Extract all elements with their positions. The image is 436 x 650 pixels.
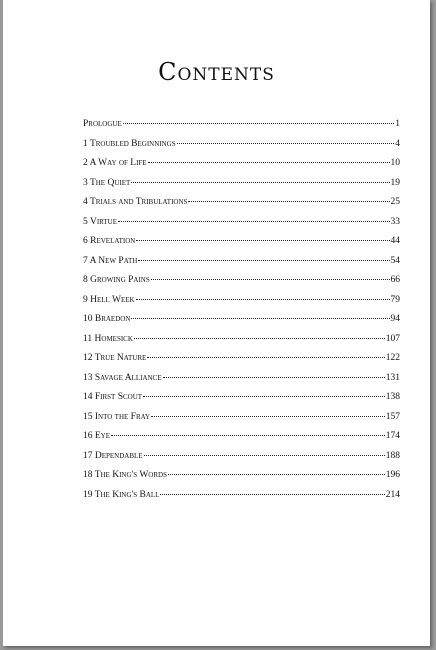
toc-entry-label: 1 Troubled Beginnings bbox=[83, 138, 176, 149]
table-of-contents bbox=[83, 119, 400, 509]
dot-leader bbox=[136, 240, 389, 241]
toc-entry-page: 107 bbox=[385, 333, 400, 344]
toc-entry bbox=[83, 236, 400, 256]
toc-entry-page: 66 bbox=[390, 275, 400, 285]
toc-entry-page: 94 bbox=[390, 314, 400, 324]
page-title: Contents bbox=[158, 58, 275, 86]
toc-entry bbox=[83, 451, 400, 471]
toc-entry bbox=[83, 490, 400, 510]
dot-leader bbox=[138, 260, 389, 261]
document-page bbox=[3, 0, 430, 646]
dot-leader bbox=[118, 221, 389, 222]
dot-leader bbox=[111, 435, 385, 436]
toc-entry-page: 122 bbox=[385, 353, 400, 363]
dot-leader bbox=[168, 474, 385, 475]
dot-leader bbox=[143, 396, 385, 397]
toc-entry-label: 15 Into the Fray bbox=[83, 411, 151, 422]
dot-leader bbox=[144, 455, 385, 456]
toc-entry-label: 18 The King's Words bbox=[83, 470, 167, 480]
toc-entry-page: 157 bbox=[385, 411, 400, 422]
toc-entry-label: 10 Braedon bbox=[83, 314, 131, 324]
toc-entry-label: Prologue bbox=[83, 119, 122, 129]
dot-leader bbox=[131, 318, 389, 319]
toc-entry-label: 13 Savage Alliance bbox=[83, 372, 162, 383]
toc-entry bbox=[83, 431, 400, 451]
dot-leader bbox=[136, 299, 390, 300]
toc-entry-label: 12 True Nature bbox=[83, 353, 147, 363]
toc-entry-page: 4 bbox=[395, 138, 400, 149]
toc-entry bbox=[83, 158, 400, 178]
toc-entry-label: 5 Virtue bbox=[83, 216, 118, 227]
toc-entry bbox=[83, 373, 400, 393]
toc-entry-label: 19 The King's Ball bbox=[83, 489, 160, 500]
dot-leader bbox=[177, 143, 395, 144]
toc-entry-page: 79 bbox=[390, 294, 400, 305]
toc-entry-label: 7 A New Path bbox=[83, 255, 138, 266]
toc-entry bbox=[83, 314, 400, 334]
toc-entry-page: 54 bbox=[390, 255, 400, 266]
toc-entry-page: 1 bbox=[395, 119, 400, 129]
dot-leader bbox=[188, 201, 389, 202]
dot-leader bbox=[151, 416, 385, 417]
toc-entry bbox=[83, 392, 400, 412]
dot-leader bbox=[147, 357, 384, 358]
toc-entry bbox=[83, 353, 400, 373]
toc-entry-label: 9 Hell Week bbox=[83, 294, 135, 305]
toc-entry-label: 14 First Scout bbox=[83, 392, 143, 402]
dot-leader bbox=[123, 123, 395, 124]
toc-entry-page: 188 bbox=[385, 450, 400, 461]
toc-entry bbox=[83, 470, 400, 490]
toc-entry-page: 214 bbox=[385, 489, 400, 500]
dot-leader bbox=[160, 494, 384, 495]
toc-entry-label: 16 Eye bbox=[83, 431, 111, 441]
toc-entry-label: 6 Revelation bbox=[83, 236, 136, 246]
toc-entry-page: 131 bbox=[385, 372, 400, 383]
dot-leader bbox=[134, 338, 385, 339]
dot-leader bbox=[151, 279, 390, 280]
toc-entry-label: 4 Trials and Tribulations bbox=[83, 197, 188, 207]
toc-entry bbox=[83, 139, 400, 159]
toc-entry-page: 33 bbox=[390, 216, 400, 227]
toc-entry-page: 19 bbox=[390, 177, 400, 188]
toc-entry bbox=[83, 197, 400, 217]
dot-leader bbox=[163, 377, 385, 378]
toc-entry bbox=[83, 295, 400, 315]
toc-entry-page: 10 bbox=[390, 158, 400, 168]
toc-entry-label: 8 Growing Pains bbox=[83, 275, 150, 285]
toc-entry bbox=[83, 275, 400, 295]
toc-entry-label: 3 The Quiet bbox=[83, 177, 131, 188]
toc-entry-page: 25 bbox=[390, 197, 400, 207]
toc-entry-label: 11 Homesick bbox=[83, 333, 133, 344]
toc-entry bbox=[83, 334, 400, 354]
toc-entry-page: 44 bbox=[390, 236, 400, 246]
toc-entry bbox=[83, 412, 400, 432]
toc-entry-label: 2 A Way of Life bbox=[83, 158, 147, 168]
toc-entry-page: 196 bbox=[385, 470, 400, 480]
toc-entry-page: 138 bbox=[385, 392, 400, 402]
dot-leader bbox=[148, 162, 390, 163]
toc-entry bbox=[83, 119, 400, 139]
toc-entry bbox=[83, 256, 400, 276]
toc-entry-page: 174 bbox=[385, 431, 400, 441]
toc-entry bbox=[83, 217, 400, 237]
toc-entry bbox=[83, 178, 400, 198]
toc-entry-label: 17 Dependable bbox=[83, 450, 143, 461]
dot-leader bbox=[131, 182, 389, 183]
